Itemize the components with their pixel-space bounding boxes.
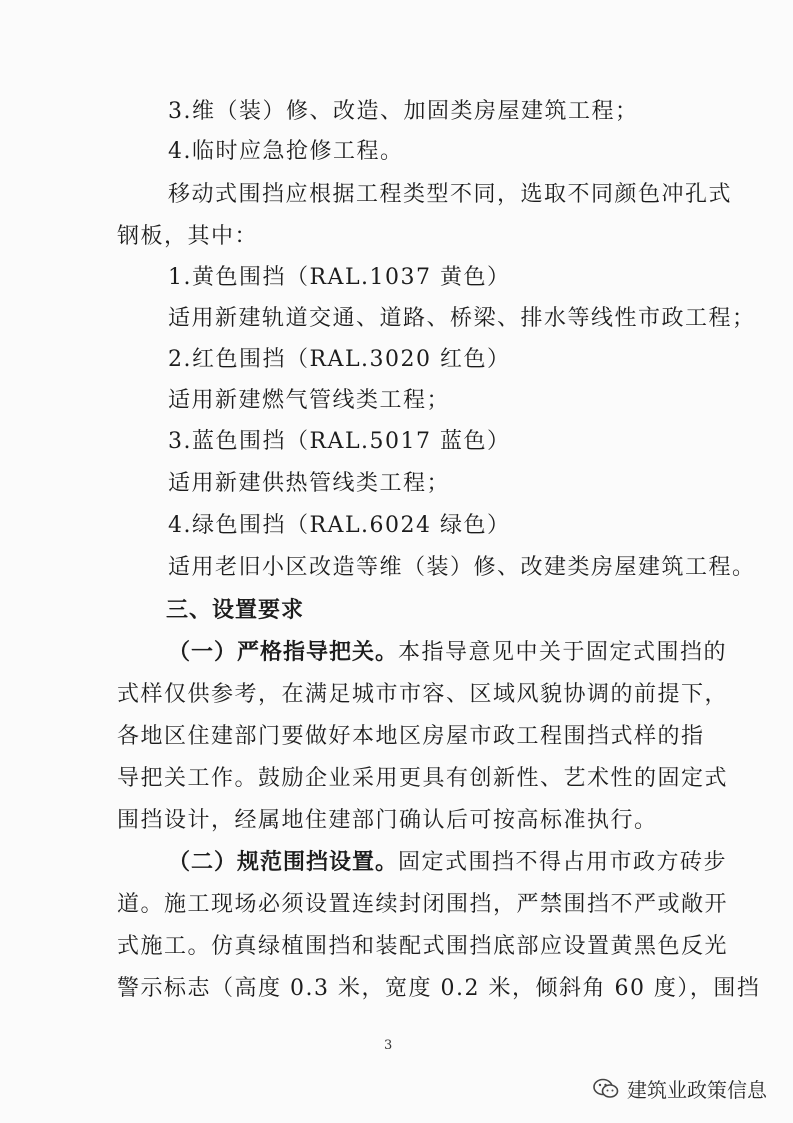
subheading-strict-guidance: （一）严格指导把关。 (168, 640, 399, 665)
red-hoarding-usage: 适用新建燃气管线类工程； (168, 388, 451, 413)
paragraph-guidance (168, 638, 727, 668)
list-item-renovation: 3.维（装）修、改造、加固类房屋建筑工程； (168, 99, 639, 124)
paragraph-guidance-line4: 导把关工作。鼓励企业采用更具有创新性、艺术性的固定式 (117, 766, 729, 791)
list-item-emergency-repair: 4.临时应急抢修工程。 (168, 139, 404, 164)
paragraph-standardize-line3: 式施工。仿真绿植围挡和装配式围挡底部应设置黄黑色反光 (117, 934, 729, 959)
paragraph-standardize-line4: 警示标志（高度 0.3 米，宽度 0.2 米，倾斜角 60 度），围挡 (117, 976, 761, 1001)
paragraph-standardize-line2: 道。施工现场必须设置连续封闭围挡，严禁围挡不严或敞开 (117, 892, 729, 917)
section-heading-requirements: 三、设置要求 (166, 598, 305, 623)
paragraph-guidance-line5: 围挡设计，经属地住建部门确认后可按高标准执行。 (117, 808, 658, 833)
paragraph-mobile-hoarding: 移动式围挡应根据工程类型不同，选取不同颜色冲孔式 (168, 182, 733, 207)
paragraph-mobile-hoarding-cont: 钢板，其中： (117, 224, 259, 249)
subheading-standardize-hoarding: （二）规范围挡设置。 (168, 850, 399, 875)
paragraph-text: 本指导意见中关于固定式围挡的 (398, 640, 728, 665)
green-hoarding-usage: 适用老旧小区改造等维（装）修、改建类房屋建筑工程。 (168, 555, 756, 580)
paragraph-text: 固定式围挡不得占用市政方砖步 (398, 850, 728, 875)
list-item-green-hoarding: 4.绿色围挡（RAL.6024 绿色） (168, 513, 511, 538)
list-item-blue-hoarding: 3.蓝色围挡（RAL.5017 蓝色） (168, 429, 511, 454)
blue-hoarding-usage: 适用新建供热管线类工程； (168, 471, 451, 496)
wechat-icon (593, 1078, 619, 1100)
list-item-red-hoarding: 2.红色围挡（RAL.3020 红色） (168, 347, 511, 372)
yellow-hoarding-usage: 适用新建轨道交通、道路、桥梁、排水等线性市政工程； (168, 306, 756, 331)
paragraph-guidance-line2: 式样仅供参考，在满足城市市容、区域风貌协调的前提下， (117, 682, 729, 707)
paragraph-guidance-line3: 各地区住建部门要做好本地区房屋市政工程围挡式样的指 (117, 724, 705, 749)
paragraph-standardize (168, 848, 727, 878)
watermark (593, 1074, 767, 1103)
list-item-yellow-hoarding: 1.黄色围挡（RAL.1037 黄色） (168, 265, 511, 290)
watermark-label: 建筑业政策信息 (627, 1078, 767, 1102)
page-number: 3 (384, 1038, 393, 1053)
